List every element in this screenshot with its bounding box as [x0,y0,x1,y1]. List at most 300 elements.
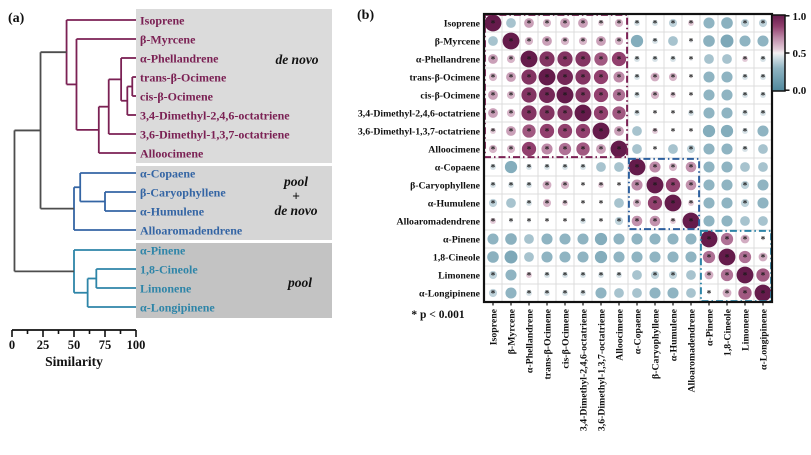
matrix-row-labels [358,18,481,299]
sig-asterisk: * [508,180,514,191]
sig-asterisk: * [526,198,532,209]
corr-cell [703,89,714,100]
sig-asterisk: * [616,90,622,101]
corr-cell [721,125,733,137]
sig-asterisk: * [562,180,568,191]
sig-asterisk: * [688,108,694,119]
dendrogram-leaf-label: trans-β-Ocimene [140,70,227,85]
corr-cell [541,251,552,262]
sig-asterisk: * [688,144,694,155]
corr-cell [632,288,642,298]
corr-cell [740,162,750,172]
sig-asterisk: * [544,18,550,29]
matrix-col-label: β-Myrcene [506,309,518,355]
corr-cell [632,126,642,136]
sig-asterisk: * [634,108,640,119]
matrix-col-label: Limonene [740,309,752,351]
sig-asterisk: * [526,72,532,83]
sig-asterisk: * [742,144,748,155]
dendrogram-leaf-label: α-Humulene [140,204,205,219]
sig-asterisk: * [508,36,514,47]
sig-asterisk: * [760,288,766,299]
sig-asterisk: * [616,270,622,281]
corr-cell [505,287,516,298]
sig-asterisk: * [634,180,640,191]
sig-asterisk: * [526,144,532,155]
corr-cell [740,216,750,226]
colorbar-tick-label: 0.5 [792,48,807,60]
sig-asterisk: * [580,288,586,299]
matrix-row-label: Alloocimene [428,144,480,156]
corr-cell [703,107,714,118]
sig-asterisk: * [598,216,604,227]
dendrogram-links [14,20,136,307]
sig-asterisk: * [562,270,568,281]
sig-asterisk: * [688,54,694,65]
sig-asterisk: * [652,18,658,29]
sig-asterisk: * [760,234,766,245]
panel-b-tag: (b) [357,8,375,23]
sig-asterisk: * [616,108,622,119]
sig-asterisk: * [544,216,550,227]
sig-asterisk: * [508,108,514,119]
corr-cell [505,269,516,280]
matrix-col-label: α-Copaene [632,309,644,355]
corr-cell [505,251,518,264]
sig-asterisk: * [544,36,550,47]
sig-asterisk: * [688,72,694,83]
sig-asterisk: * [562,288,568,299]
axis-tick-label: 75 [98,338,112,352]
sig-asterisk: * [616,126,622,137]
sig-asterisk: * [562,126,568,137]
corr-cell [757,197,768,208]
corr-cell [703,71,714,82]
sig-asterisk: * [544,108,550,119]
sig-asterisk: * [562,162,568,173]
sig-asterisk: * [688,180,694,191]
sig-asterisk: * [490,162,496,173]
corr-cell [757,35,768,46]
sig-asterisk: * [544,288,550,299]
corr-cell [613,251,624,262]
corr-cell [722,54,732,64]
dendrogram-leaf-label: β-Myrcene [140,32,196,47]
corr-cell [667,251,678,262]
sig-asterisk: * [742,198,748,209]
sig-asterisk: * [526,36,532,47]
dendrogram-leaf-label: α-Phellandrene [140,51,219,66]
sig-asterisk: * [688,162,694,173]
sig-asterisk: * [742,18,748,29]
sig-asterisk: * [544,126,550,137]
sig-asterisk: * [634,162,640,173]
corr-cell [703,197,714,208]
sig-asterisk: * [670,18,676,29]
matrix-row-label: β-Myrcene [434,36,480,48]
correlation-matrix-panel [341,0,811,455]
corr-cell [703,179,714,190]
sig-asterisk: * [508,144,514,155]
sig-asterisk: * [526,162,532,173]
sig-asterisk: * [526,18,532,29]
corr-cell [721,179,732,190]
sig-asterisk: * [724,252,730,263]
sig-asterisk: * [724,234,730,245]
sig-asterisk: * [580,90,586,101]
sig-asterisk: * [598,18,604,29]
corr-cell [631,233,642,244]
dendrogram-panel [0,0,340,380]
corr-cell [667,287,678,298]
sig-asterisk: * [652,108,658,119]
corr-cell [703,215,714,226]
sig-asterisk: * [670,54,676,65]
sig-asterisk: * [598,270,604,281]
sig-asterisk: * [724,288,730,299]
group-label: de novo [274,203,318,218]
sig-asterisk: * [580,108,586,119]
sig-asterisk: * [616,144,622,155]
sig-asterisk: * [742,54,748,65]
sig-asterisk: * [724,270,730,281]
sig-asterisk: * [742,180,748,191]
sig-asterisk: * [580,144,586,155]
sig-asterisk: * [562,18,568,29]
dendrogram-leaf-label: 3,4-Dimethyl-2,4,6-octatriene [140,108,290,123]
matrix-row-label: Isoprene [443,18,480,30]
corr-cell [685,251,696,262]
matrix-col-label: α-Phellandrene [524,309,536,374]
sig-asterisk: * [742,126,748,137]
sig-asterisk: * [598,144,604,155]
sig-asterisk: * [490,90,496,101]
sig-asterisk: * [544,270,550,281]
corr-cell [703,143,714,154]
corr-cell [632,270,642,280]
corr-cell [721,161,732,172]
dendrogram-leaf-label: Alloaromadendrene [140,223,243,238]
corr-cell [559,233,570,244]
sig-asterisk: * [742,270,748,281]
axis-tick-label: 50 [67,338,81,352]
dendrogram-leaf-label: 1,8-Cineole [140,262,198,277]
sig-asterisk: * [580,270,586,281]
corr-cell [524,252,534,262]
matrix-col-label: cis-β-Ocimene [560,309,572,369]
sig-asterisk: * [562,144,568,155]
sig-asterisk: * [742,234,748,245]
sig-asterisk: * [616,36,622,47]
corr-cell [595,251,607,263]
corr-cell [524,234,534,244]
corr-cell [721,89,732,100]
matrix-col-label: 1,8-Cineole [722,309,734,357]
sig-asterisk: * [706,252,712,263]
matrix-grid [484,14,772,306]
matrix-row-label: α-Humulene [427,198,480,210]
sig-asterisk: * [760,270,766,281]
corr-cell [668,144,678,154]
sig-asterisk: * [760,90,766,101]
sig-asterisk: * [742,252,748,263]
sig-asterisk: * [490,288,496,299]
matrix-row-label: α-Copaene [434,162,480,174]
corr-cell [595,287,606,298]
color-legend [772,11,807,97]
sig-asterisk: * [688,90,694,101]
sig-asterisk: * [688,18,694,29]
corr-cell [739,35,750,46]
corr-cell [488,36,498,46]
sig-asterisk: * [688,216,694,227]
sig-asterisk: * [580,180,586,191]
corr-cell [632,144,642,154]
sig-asterisk: * [490,216,496,227]
corr-cell [721,17,733,29]
corr-cell [758,216,768,226]
corr-cell [505,233,517,245]
matrix-col-label: Alloocimene [614,309,626,361]
group-label: pool [287,275,313,290]
corr-cell [649,233,660,244]
corr-cell [614,162,624,172]
sig-asterisk: * [688,198,694,209]
sig-asterisk: * [652,144,658,155]
sig-asterisk: * [616,18,622,29]
sig-asterisk: * [526,108,532,119]
sig-asterisk: * [526,90,532,101]
corr-cell [559,251,570,262]
sig-asterisk: * [580,126,586,137]
corr-cell [721,143,732,154]
sig-asterisk: * [652,162,658,173]
corr-cell [614,198,624,208]
sig-asterisk: * [580,54,586,65]
sig-asterisk: * [670,162,676,173]
corr-cell [686,288,696,298]
corr-cell [506,18,516,28]
corr-cell [487,233,498,244]
sig-asterisk: * [562,72,568,83]
sig-asterisk: * [670,198,676,209]
corr-cell [721,215,732,226]
sig-asterisk: * [580,162,586,173]
sig-asterisk: * [544,180,550,191]
sig-asterisk: * [526,126,532,137]
sig-asterisk: * [670,72,676,83]
sig-asterisk: * [670,180,676,191]
sig-asterisk: * [616,72,622,83]
sig-asterisk: * [490,108,496,119]
sig-asterisk: * [598,126,604,137]
dendrogram-leaf-label: α-Longipinene [140,300,215,315]
sig-asterisk: * [580,18,586,29]
matrix-row-label: β-Caryophyllene [410,180,480,192]
sig-asterisk: * [616,180,622,191]
sig-asterisk: * [562,108,568,119]
sig-asterisk: * [688,36,694,47]
matrix-col-label: α-Pinene [704,309,716,347]
sig-asterisk: * [652,198,658,209]
sig-asterisk: * [688,126,694,137]
dendrogram-leaf-label: β-Caryophyllene [140,185,226,200]
sig-asterisk: * [562,198,568,209]
sig-asterisk: * [742,108,748,119]
dendrogram-leaf-label: α-Copaene [140,166,196,181]
sig-asterisk: * [526,54,532,65]
sig-asterisk: * [670,270,676,281]
matrix-col-label: trans-β-Ocimene [542,309,554,380]
sig-asterisk: * [670,126,676,137]
dendrogram-leaf-label: Isoprene [140,13,185,28]
sig-asterisk: * [652,126,658,137]
matrix-row-label: α-Phellandrene [415,54,480,66]
corr-cell [703,161,714,172]
sig-asterisk: * [652,72,658,83]
corr-cell [721,71,732,82]
sig-asterisk: * [526,288,532,299]
sig-asterisk: * [490,72,496,83]
colorbar-tick-label: 1.0 [792,10,807,23]
sig-asterisk: * [760,72,766,83]
corr-cell [614,288,624,298]
corr-cell [721,197,732,208]
sig-asterisk: * [616,216,622,227]
corr-cell [757,125,768,136]
similarity-axis [9,330,146,352]
sig-asterisk: * [580,216,586,227]
sig-asterisk: * [760,108,766,119]
group-label: pool [283,174,309,189]
sig-asterisk: * [634,72,640,83]
matrix-col-label: 3,6-Dimethyl-1,3,7-octatriene [596,309,608,432]
sig-asterisk: * [634,216,640,227]
sig-asterisk: * [508,90,514,101]
sig-asterisk: * [544,198,550,209]
colorbar-tick-label: 0.0 [792,85,807,98]
axis-tick-label: 0 [8,338,16,352]
sig-asterisk: * [742,288,748,299]
dendrogram-leaf-label: α-Pinene [140,243,186,258]
matrix-row-label: α-Pinene [442,234,480,246]
sig-asterisk: * [580,198,586,209]
dendrogram-leaf-label: Limonene [140,281,192,296]
corr-cell [757,179,768,190]
sig-asterisk: * [742,72,748,83]
sig-asterisk: * [544,90,550,101]
sig-asterisk: * [508,126,514,137]
sig-asterisk: * [544,144,550,155]
sig-asterisk: * [706,270,712,281]
sig-asterisk: * [634,54,640,65]
sig-asterisk: * [526,270,532,281]
matrix-col-labels [488,308,769,431]
sig-asterisk: * [490,18,496,29]
sig-asterisk: * [598,180,604,191]
sig-asterisk: * [652,270,658,281]
sig-asterisk: * [598,198,604,209]
similarity-axis-title: Similarity [45,354,103,369]
matrix-col-label: β-Caryophyllene [650,309,662,379]
sig-asterisk: * [706,288,712,299]
sig-asterisk: * [544,72,550,83]
corr-cell [541,233,552,244]
sig-asterisk: * [490,54,496,65]
sig-asterisk: * [598,72,604,83]
sig-asterisk: * [634,90,640,101]
matrix-row-label: Limonene [438,270,480,282]
matrix-col-label: α-Longipinene [758,309,770,370]
sig-asterisk: * [652,90,658,101]
sig-asterisk: * [508,72,514,83]
corr-cell [649,287,660,298]
matrix-row-label: cis-β-Ocimene [420,90,480,102]
sig-asterisk: * [652,36,658,47]
sig-asterisk: * [652,54,658,65]
sig-asterisk: * [490,270,496,281]
corr-cell [631,35,643,47]
sig-asterisk: * [598,54,604,65]
corr-cell [721,35,734,48]
corr-cell [667,233,678,244]
matrix-col-label: Alloaromadendrene [686,309,698,393]
corr-cell [721,107,732,118]
sig-asterisk: * [526,180,532,191]
sig-asterisk: * [670,216,676,227]
corr-cell [487,251,499,263]
corr-cell [577,233,588,244]
sig-asterisk: * [562,216,568,227]
corr-cell [506,198,516,208]
matrix-col-label: 3,4-Dimethyl-2,4,6-octatriene [578,309,590,432]
corr-cell [704,54,714,64]
corr-cell [703,17,714,28]
corr-cell [668,36,678,46]
sig-asterisk: * [706,234,712,245]
panel-a-tag: (a) [8,11,25,26]
sig-asterisk: * [526,216,532,227]
corr-cell [596,162,606,172]
sig-asterisk: * [490,198,496,209]
significance-footnote: * p < 0.001 [411,309,465,321]
sig-asterisk: * [760,252,766,263]
sig-asterisk: * [634,18,640,29]
axis-tick-label: 100 [126,338,146,352]
corr-cell [595,233,607,245]
sig-asterisk: * [598,90,604,101]
matrix-row-label: Alloaromadendrene [396,216,480,228]
matrix-row-label: 3,4-Dimethyl-2,4,6-octatriene [357,108,480,120]
sig-asterisk: * [508,54,514,65]
corr-cell [686,270,696,280]
group-label: + [292,188,300,204]
corr-cell [703,35,715,47]
sig-asterisk: * [598,36,604,47]
corr-cell [649,251,660,262]
corr-cell [631,251,642,262]
sig-asterisk: * [760,18,766,29]
sig-asterisk: * [490,126,496,137]
sig-asterisk: * [490,180,496,191]
sig-asterisk: * [760,54,766,65]
matrix-col-label: Isoprene [488,309,500,346]
sig-asterisk: * [562,90,568,101]
sig-asterisk: * [562,54,568,65]
dendrogram-leaf-label: Alloocimene [140,146,204,161]
colorbar [772,15,785,91]
corr-cell [685,233,696,244]
